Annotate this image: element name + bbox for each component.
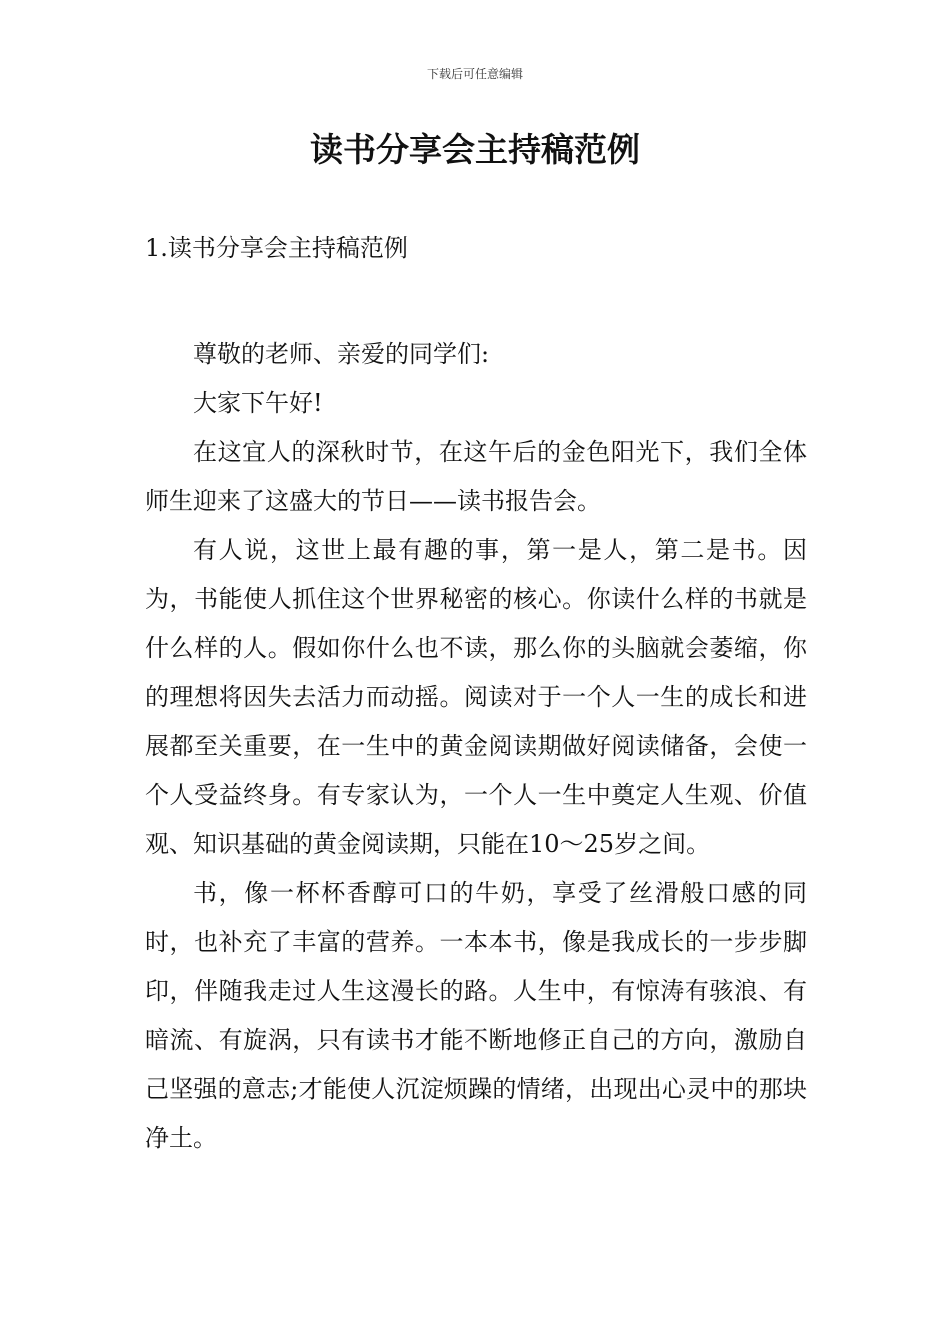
section-heading: 1.读书分享会主持稿范例 [145,234,408,262]
header-note: 下载后可任意编辑 [426,67,523,81]
paragraph: 有人说，这世上最有趣的事，第一是人，第二是书。因为，书能使人抓住这个世界秘密的核心。你读什么样的书就是什么样的人。假如你什么也不读，那么你的头脑就会萎缩，你的理想将因失去活力而动摇。阅读对于一个人一生的成长和进展都至关重要，在一生中的黄金阅读期做好阅读储备，会使一个人受益终身。有专家认为，一个人一生中奠定人生观、价值观、知识基础的黄金阅读期，只能在10～25岁之间。 [145,536,807,858]
paragraph-greeting: 尊敬的老师、亲爱的同学们: [193,340,490,368]
paragraph: 书，像一杯杯香醇可口的牛奶，享受了丝滑般口感的同时，也补充了丰富的营养。一本本书，像是我成长的一步步脚印，伴随我走过人生这漫长的路。人生中，有惊涛有骇浪、有暗流、有旋涡，只有读书才能不断地修正自己的方向，激励自己坚强的意志;才能使人沉淀烦躁的情绪，出现出心灵中的那块净土。 [145,879,807,1152]
document-title: 读书分享会主持稿范例 [310,130,640,169]
paragraph: 在这宜人的深秋时节，在这午后的金色阳光下，我们全体师生迎来了这盛大的节日——读书报告会。 [145,438,807,515]
paragraph-salutation: 大家下午好! [193,389,323,417]
document-body [145,330,807,1163]
